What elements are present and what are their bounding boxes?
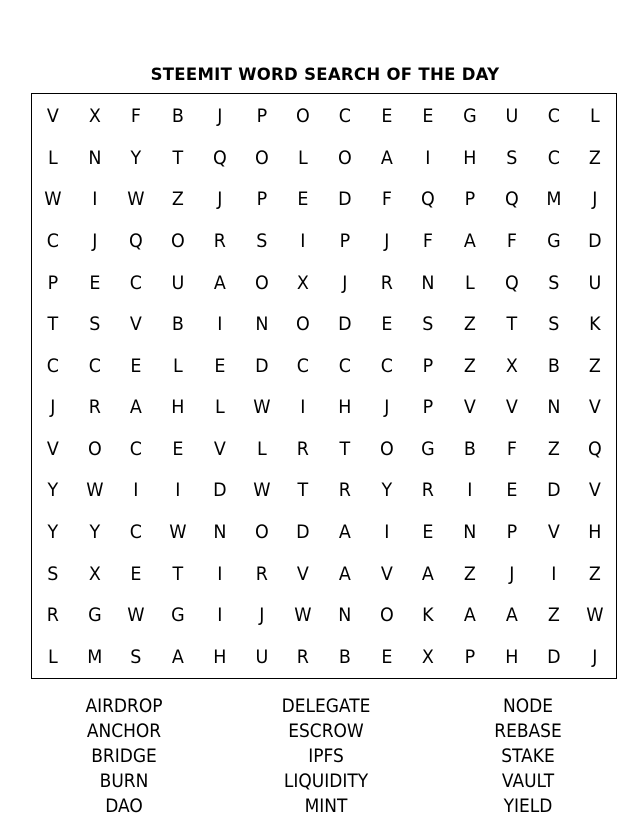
grid-cell[interactable]: N xyxy=(338,604,352,627)
grid-cell[interactable]: L xyxy=(256,437,267,460)
grid-cell[interactable]: G xyxy=(463,105,477,128)
grid-row xyxy=(32,221,616,263)
grid-cell[interactable]: T xyxy=(297,479,309,502)
grid-cell[interactable]: I xyxy=(300,396,306,419)
grid-cell[interactable]: V xyxy=(130,313,143,336)
grid-cell[interactable]: T xyxy=(172,562,184,585)
grid-row xyxy=(32,512,616,554)
grid-cell[interactable]: O xyxy=(171,229,185,252)
grid-cell[interactable]: L xyxy=(173,354,183,377)
grid-cell[interactable]: W xyxy=(44,188,62,211)
grid-cell[interactable]: C xyxy=(338,105,351,128)
grid-cell[interactable]: F xyxy=(506,229,517,252)
grid-cell[interactable]: P xyxy=(256,105,267,128)
grid-cell[interactable]: P xyxy=(506,520,517,543)
grid-cell[interactable]: W xyxy=(127,604,145,627)
grid-cell[interactable]: O xyxy=(379,437,394,460)
grid-cell[interactable]: J xyxy=(217,105,223,128)
word-list-item: DAO xyxy=(105,796,143,817)
grid-cell[interactable]: V xyxy=(589,396,602,419)
grid-cell[interactable]: E xyxy=(130,562,142,585)
grid-cell[interactable]: O xyxy=(254,146,269,169)
grid-cell[interactable]: X xyxy=(505,354,518,377)
word-list-item: BURN xyxy=(99,771,149,792)
grid-cell[interactable]: M xyxy=(87,645,103,668)
grid-cell[interactable]: E xyxy=(381,105,393,128)
grid-cell[interactable]: J xyxy=(592,645,598,668)
grid-cell[interactable]: J xyxy=(217,188,223,211)
grid-row xyxy=(32,304,616,346)
grid-cell[interactable]: O xyxy=(254,271,269,294)
grid-cell[interactable]: F xyxy=(506,437,517,460)
grid-cell[interactable]: W xyxy=(252,479,271,502)
grid-cell[interactable]: F xyxy=(423,229,434,252)
grid-cell[interactable]: V xyxy=(46,105,59,128)
grid-cell[interactable]: I xyxy=(91,188,98,211)
grid-cell[interactable]: M xyxy=(545,188,561,211)
grid-cell[interactable]: Q xyxy=(588,437,603,460)
grid-cell[interactable]: W xyxy=(586,604,604,627)
letter-grid-frame xyxy=(31,93,617,679)
grid-cell[interactable]: E xyxy=(214,354,226,377)
word-list-item: ANCHOR xyxy=(86,721,162,742)
grid-cell[interactable]: G xyxy=(421,437,436,460)
grid-cell[interactable]: V xyxy=(213,437,226,460)
grid-cell[interactable]: R xyxy=(297,645,310,668)
grid-cell[interactable]: V xyxy=(464,396,476,419)
word-list-item: BRIDGE xyxy=(91,746,157,767)
grid-cell[interactable]: L xyxy=(214,396,225,419)
grid-cell[interactable]: O xyxy=(296,313,311,336)
grid-cell[interactable]: V xyxy=(46,437,59,460)
grid-cell[interactable]: R xyxy=(338,479,351,502)
grid-cell[interactable]: Z xyxy=(463,562,476,585)
grid-cell[interactable]: R xyxy=(380,271,393,294)
grid-cell[interactable]: J xyxy=(258,604,264,627)
grid-cell[interactable]: A xyxy=(338,520,351,543)
grid-cell[interactable]: Y xyxy=(47,520,59,543)
grid-cell[interactable]: J xyxy=(91,229,98,252)
grid-cell[interactable]: S xyxy=(47,562,59,585)
word-list-column xyxy=(226,694,426,819)
word-list xyxy=(0,694,640,824)
grid-cell[interactable]: C xyxy=(547,105,560,128)
grid-cell[interactable]: P xyxy=(339,229,351,252)
grid-cell[interactable]: R xyxy=(46,604,59,627)
grid-cell[interactable]: W xyxy=(252,396,271,419)
grid-cell[interactable]: E xyxy=(422,520,434,543)
grid-cell[interactable]: E xyxy=(506,479,518,502)
grid-cell[interactable]: R xyxy=(213,229,226,252)
grid-cell[interactable]: C xyxy=(380,354,393,377)
grid-cell[interactable]: H xyxy=(588,520,602,543)
grid-row xyxy=(32,138,616,180)
word-list-item: MINT xyxy=(304,796,348,817)
grid-row xyxy=(32,636,616,678)
grid-cell[interactable]: Z xyxy=(171,188,184,211)
grid-cell[interactable]: H xyxy=(505,645,519,668)
grid-cell[interactable]: L xyxy=(47,146,58,169)
grid-cell[interactable]: Z xyxy=(589,146,602,169)
grid-cell[interactable]: R xyxy=(255,562,268,585)
grid-cell[interactable]: C xyxy=(88,354,101,377)
grid-cell[interactable]: A xyxy=(464,604,476,627)
grid-cell[interactable]: C xyxy=(338,354,351,377)
grid-cell[interactable]: J xyxy=(50,396,56,419)
grid-cell[interactable]: N xyxy=(213,520,227,543)
grid-cell[interactable]: A xyxy=(464,229,476,252)
grid-cell[interactable]: V xyxy=(297,562,310,585)
grid-cell[interactable]: A xyxy=(130,396,143,419)
grid-cell[interactable]: Q xyxy=(129,229,144,252)
grid-cell[interactable]: X xyxy=(88,105,101,128)
word-list-item: LIQUIDITY xyxy=(283,771,369,792)
grid-cell[interactable]: Q xyxy=(421,188,436,211)
grid-cell[interactable]: G xyxy=(87,604,102,627)
grid-cell[interactable]: X xyxy=(297,271,310,294)
word-list-column xyxy=(24,694,224,819)
grid-cell[interactable]: D xyxy=(546,479,561,502)
grid-cell[interactable]: Z xyxy=(589,354,602,377)
grid-cell[interactable]: C xyxy=(297,354,310,377)
grid-cell[interactable]: A xyxy=(213,271,226,294)
grid-cell[interactable]: B xyxy=(547,354,560,377)
grid-cell[interactable]: O xyxy=(296,105,311,128)
grid-cell[interactable]: W xyxy=(294,604,312,627)
grid-cell[interactable]: K xyxy=(589,313,601,336)
grid-cell[interactable]: Q xyxy=(504,271,519,294)
grid-cell[interactable]: D xyxy=(254,354,269,377)
grid-cell[interactable]: I xyxy=(383,520,390,543)
grid-cell[interactable]: C xyxy=(130,271,143,294)
grid-row xyxy=(32,553,616,595)
grid-cell[interactable]: U xyxy=(255,645,268,668)
grid-cell[interactable]: I xyxy=(550,562,556,585)
grid-cell[interactable]: B xyxy=(171,105,184,128)
grid-cell[interactable]: N xyxy=(546,396,560,419)
grid-row xyxy=(32,595,616,637)
grid-cell[interactable]: S xyxy=(506,146,518,169)
grid-cell[interactable]: E xyxy=(89,271,101,294)
grid-cell[interactable]: J xyxy=(342,271,348,294)
grid-cell[interactable]: D xyxy=(296,520,310,543)
grid-cell[interactable]: H xyxy=(213,645,227,668)
grid-cell[interactable]: W xyxy=(127,188,145,211)
grid-cell[interactable]: I xyxy=(425,146,431,169)
grid-cell[interactable]: C xyxy=(547,146,560,169)
word-list-item: REBASE xyxy=(494,721,562,742)
word-list-item: ESCROW xyxy=(288,721,364,742)
grid-cell[interactable]: E xyxy=(172,437,184,460)
grid-cell[interactable]: I xyxy=(300,229,306,252)
grid-cell[interactable]: N xyxy=(88,146,102,169)
grid-cell[interactable]: T xyxy=(172,146,184,169)
grid-cell[interactable]: H xyxy=(463,146,477,169)
grid-cell[interactable]: A xyxy=(505,604,518,627)
grid-cell[interactable]: L xyxy=(47,645,58,668)
grid-cell[interactable]: Z xyxy=(589,562,602,585)
word-list-item: YIELD xyxy=(503,796,553,817)
grid-cell[interactable]: F xyxy=(131,105,142,128)
grid-cell[interactable]: T xyxy=(339,437,351,460)
grid-cell[interactable]: C xyxy=(130,520,143,543)
grid-cell[interactable]: P xyxy=(423,396,434,419)
grid-cell[interactable]: K xyxy=(422,604,435,627)
grid-cell[interactable]: H xyxy=(338,396,352,419)
grid-cell[interactable]: S xyxy=(547,271,559,294)
grid-cell[interactable]: Z xyxy=(547,604,560,627)
grid-cell[interactable]: I xyxy=(217,604,223,627)
grid-cell[interactable]: C xyxy=(46,354,59,377)
grid-cell[interactable]: V xyxy=(380,562,393,585)
grid-cell[interactable]: J xyxy=(383,396,390,419)
grid-cell[interactable]: L xyxy=(590,105,601,128)
grid-cell[interactable]: F xyxy=(381,188,392,211)
grid-cell[interactable]: Q xyxy=(504,188,519,211)
grid-row xyxy=(32,96,616,138)
grid-cell[interactable]: P xyxy=(47,271,59,294)
grid-cell[interactable]: Y xyxy=(381,479,392,502)
grid-cell[interactable]: Y xyxy=(89,520,100,543)
grid-cell[interactable]: D xyxy=(588,229,602,252)
grid-cell[interactable]: S xyxy=(255,229,267,252)
grid-cell[interactable]: E xyxy=(381,313,393,336)
grid-cell[interactable]: X xyxy=(88,562,101,585)
grid-cell[interactable]: A xyxy=(338,562,351,585)
grid-cell[interactable]: S xyxy=(89,313,101,336)
grid-cell[interactable]: Y xyxy=(130,146,142,169)
grid-cell[interactable]: T xyxy=(47,313,59,336)
grid-cell[interactable]: B xyxy=(463,437,476,460)
grid-cell[interactable]: U xyxy=(588,271,602,294)
grid-cell[interactable]: S xyxy=(422,313,434,336)
grid-cell[interactable]: U xyxy=(171,271,185,294)
grid-cell[interactable]: O xyxy=(337,146,352,169)
grid-cell[interactable]: V xyxy=(589,479,602,502)
grid-cell[interactable]: P xyxy=(256,188,267,211)
grid-cell[interactable]: D xyxy=(212,479,227,502)
word-list-item: NODE xyxy=(503,696,553,717)
grid-cell[interactable]: I xyxy=(217,313,223,336)
grid-cell[interactable]: B xyxy=(338,645,351,668)
grid-row xyxy=(32,470,616,512)
grid-cell[interactable]: E xyxy=(297,188,309,211)
grid-row xyxy=(32,345,616,387)
grid-cell[interactable]: Z xyxy=(547,437,560,460)
grid-cell[interactable]: N xyxy=(421,271,435,294)
grid-cell[interactable]: R xyxy=(297,437,310,460)
grid-cell[interactable]: I xyxy=(467,479,473,502)
word-list-item: AIRDROP xyxy=(85,696,163,717)
grid-cell[interactable]: V xyxy=(505,396,518,419)
puzzle-title: STEEMIT WORD SEARCH OF THE DAY xyxy=(150,65,500,84)
grid-cell[interactable]: S xyxy=(547,313,559,336)
grid-cell[interactable]: D xyxy=(338,313,352,336)
grid-cell[interactable]: P xyxy=(464,188,476,211)
grid-cell[interactable]: J xyxy=(509,562,515,585)
grid-cell[interactable]: G xyxy=(546,229,561,252)
grid-cell[interactable]: X xyxy=(422,645,435,668)
grid-cell[interactable]: L xyxy=(298,146,309,169)
word-list-item: STAKE xyxy=(501,746,555,767)
letter-grid xyxy=(32,94,616,678)
grid-cell[interactable]: A xyxy=(422,562,435,585)
grid-cell[interactable]: W xyxy=(169,520,187,543)
grid-cell[interactable]: J xyxy=(383,229,390,252)
grid-cell[interactable]: R xyxy=(88,396,101,419)
grid-cell[interactable]: A xyxy=(172,645,184,668)
grid-cell[interactable]: Z xyxy=(463,313,476,336)
grid-cell[interactable]: D xyxy=(338,188,352,211)
grid-cell[interactable]: J xyxy=(592,188,598,211)
grid-cell[interactable]: T xyxy=(506,313,518,336)
grid-cell[interactable]: N xyxy=(463,520,477,543)
grid-cell[interactable]: O xyxy=(379,604,394,627)
grid-row xyxy=(32,429,616,471)
grid-cell[interactable]: P xyxy=(423,354,434,377)
grid-cell[interactable]: E xyxy=(381,645,393,668)
grid-cell[interactable]: U xyxy=(505,105,519,128)
grid-cell[interactable]: L xyxy=(465,271,475,294)
grid-row xyxy=(32,262,616,304)
word-list-column xyxy=(428,694,628,819)
grid-cell[interactable]: Q xyxy=(212,146,227,169)
grid-cell[interactable]: O xyxy=(87,437,102,460)
word-list-item: DELEGATE xyxy=(281,696,371,717)
word-list-item: IPFS xyxy=(308,746,344,767)
grid-cell[interactable]: V xyxy=(547,520,560,543)
grid-cell[interactable]: B xyxy=(171,313,184,336)
grid-cell[interactable]: S xyxy=(130,645,142,668)
grid-row xyxy=(32,179,616,221)
grid-cell[interactable]: Y xyxy=(47,479,59,502)
grid-cell[interactable]: I xyxy=(217,562,223,585)
grid-cell[interactable]: H xyxy=(171,396,185,419)
grid-cell[interactable]: E xyxy=(422,105,434,128)
grid-row xyxy=(32,387,616,429)
grid-cell[interactable]: A xyxy=(380,146,393,169)
grid-cell[interactable]: R xyxy=(422,479,435,502)
grid-cell[interactable]: O xyxy=(254,520,269,543)
grid-cell[interactable]: D xyxy=(546,645,561,668)
word-list-item: VAULT xyxy=(501,771,555,792)
grid-cell[interactable]: W xyxy=(85,479,104,502)
grid-cell[interactable]: N xyxy=(254,313,268,336)
grid-cell[interactable]: Z xyxy=(463,354,476,377)
grid-cell[interactable]: G xyxy=(171,604,185,627)
grid-cell[interactable]: I xyxy=(133,479,139,502)
grid-cell[interactable]: E xyxy=(130,354,142,377)
grid-cell[interactable]: C xyxy=(46,229,59,252)
grid-cell[interactable]: C xyxy=(130,437,143,460)
grid-cell[interactable]: P xyxy=(464,645,476,668)
grid-cell[interactable]: I xyxy=(175,479,181,502)
